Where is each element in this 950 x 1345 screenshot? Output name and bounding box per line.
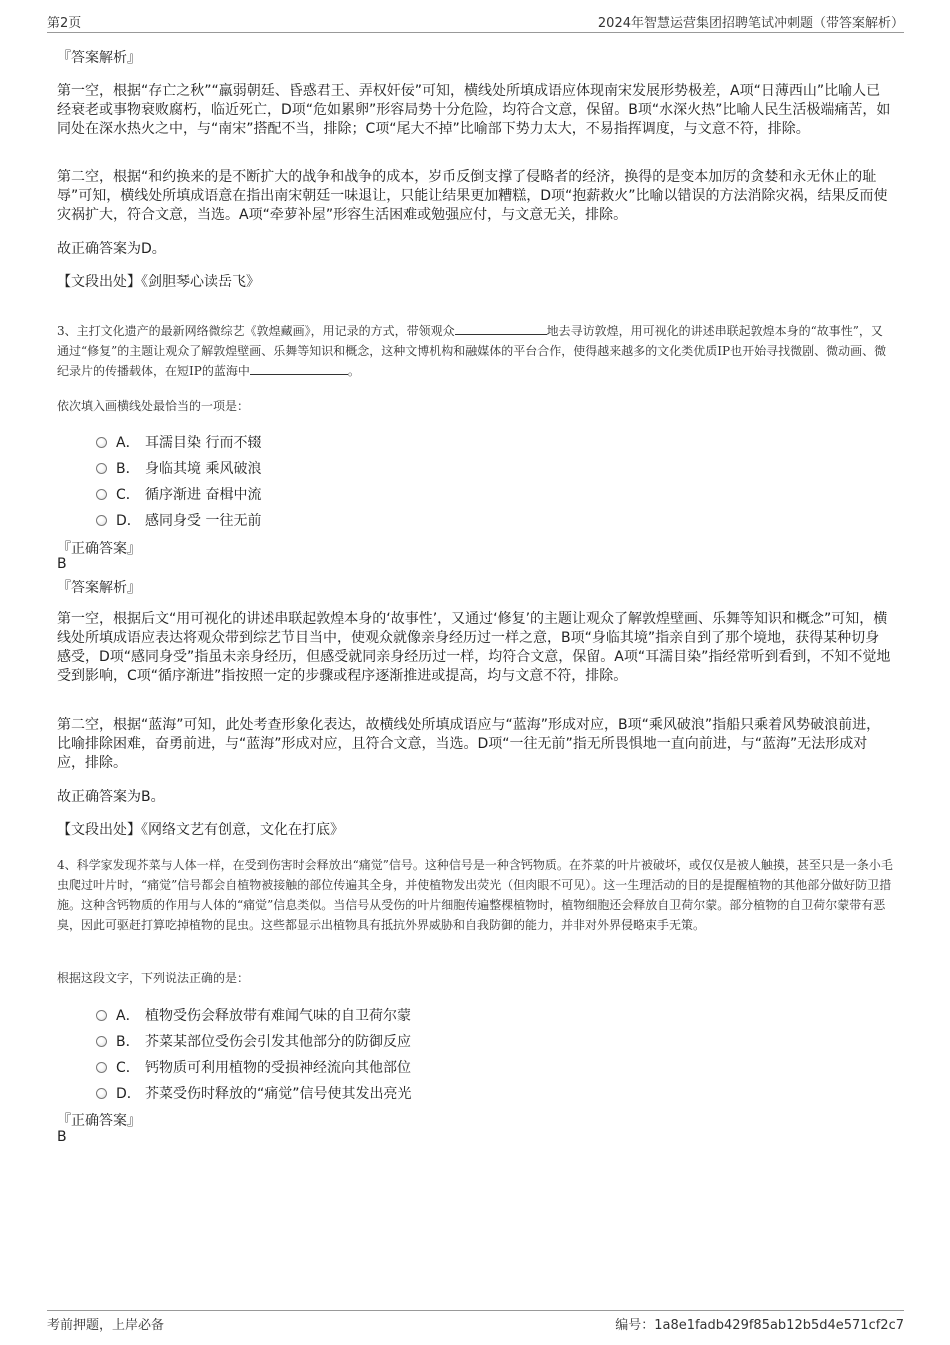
q4-stem: 4、科学家发现芥菜与人体一样，在受到伤害时会释放出“痛觉”信号。这种信号是一种含钙物质。在芥菜的叶片被破坏，或仅仅是被人触摸，甚至只是一条小毛虫爬过叶片时，“痛觉”信号都会自植物被接触的部位传遍其全身，并使植物发出荧光（但肉眼不可见）。这一生理活动的目的是提醒植物的其他部分做好防卫措施。这种含钙物质的作用与人体的“痛觉”信息类似。当信号从受伤的叶片细胞传遍整棵植物时，植物细胞还会释放自卫荷尔蒙。部分植物的自卫荷尔蒙带有恶臭，因此可驱赶打算吃掉植物的昆虫。这些都显示出植物具有抵抗外界威胁和自我防御的能力，并非对外界侵略束手无策。	[57, 858, 893, 932]
page-header	[47, 12, 904, 33]
q3-answer-label: 『正确答案』	[57, 541, 141, 557]
radio-icon[interactable]	[96, 515, 107, 526]
q2-conclusion: 故正确答案为D。	[57, 241, 166, 257]
q2-analysis-label: 『答案解析』	[57, 50, 141, 66]
document-title: 2024年智慧运营集团招聘笔试冲刺题（带答案解析）	[597, 16, 904, 31]
q4-answer: B	[57, 1129, 67, 1145]
q4-prompt: 根据这段文字，下列说法正确的是：	[57, 971, 250, 985]
radio-icon[interactable]	[96, 1036, 107, 1047]
q3-analysis-label: 『答案解析』	[57, 580, 141, 596]
page-number: 第2页	[47, 16, 82, 31]
radio-icon[interactable]	[96, 463, 107, 474]
q3-analysis-para-2: 第二空，根据“蓝海”可知，此处考查形象化表达，故横线处所填成语应与“蓝海”形成对应，B项“乘风破浪”指船只乘着风势破浪前进，比喻排除困难，奋勇前进，与“蓝海”形成对应，且符合文意，当选。D项“一往无前”指无所畏惧地一直向前进，与“蓝海”无法形成对应，排除。	[57, 717, 881, 771]
q2-source: 【文段出处】《剑胆琴心读岳飞》	[57, 274, 260, 290]
radio-icon[interactable]	[96, 1062, 107, 1073]
q3-stem-part-2: 地去寻访敦煌，用可视化的讲述串联起敦煌本身的“故事性”，又通过“修复”的主题让观众了解敦煌壁画、乐舞等知识和概念，这种文博机构和融媒体的平台合作，使得越来越多的文化类优质IP也开始寻找微剧、微动画、微纪录片的传播载体，在短IP的蓝海中	[57, 324, 887, 378]
q2-analysis-para-1: 第一空，根据“存亡之秋”“羸弱朝廷、昏惑君王、弄权奸佞”可知，横线处所填成语应体现南宋发展形势极差，A项“日薄西山”比喻人已经衰老或事物衰败腐朽，临近死亡，D项“危如累卵”形容局势十分危险，均符合文意，保留。B项“水深火热”比喻人民生活极端痛苦，如同处在深水热火之中，与“南宋”搭配不当，排除；C项“尾大不掉”比喻部下势力太大，不易指挥调度，与文意不符，排除。	[57, 83, 891, 137]
radio-icon[interactable]	[96, 1010, 107, 1021]
q4-answer-label: 『正确答案』	[57, 1113, 141, 1129]
q3-blank-1	[455, 322, 547, 335]
q3-stem-part-1: 3、主打文化遗产的最新网络微综艺《敦煌藏画》，用记录的方式，带领观众	[57, 324, 455, 338]
q2-analysis-para-2: 第二空，根据“和约换来的是不断扩大的战争和战争的成本，岁币反倒支撑了侵略者的经济，换得的是变本加厉的贪婪和永无休止的耻辱”可知，横线处所填成语意在指出南宋朝廷一味退让，只能让结果更加糟糕，D项“抱薪救火”比喻以错误的方法消除灾祸，结果反而使灾祸扩大，符合文意，当选。A项“牵萝补屋”形容生活困难或勉强应付，与文意无关，排除。	[57, 169, 888, 223]
q4-option-c[interactable]: C． 钙物质可利用植物的受损神经流向其他部位	[96, 1057, 411, 1077]
q4-option-b[interactable]: B． 芥菜某部位受伤会引发其他部分的防御反应	[96, 1031, 411, 1051]
q3-stem	[57, 321, 893, 381]
radio-icon[interactable]	[96, 489, 107, 500]
q3-prompt: 依次填入画横线处最恰当的一项是：	[57, 399, 250, 413]
radio-icon[interactable]	[96, 1088, 107, 1099]
q4-option-a[interactable]: A． 植物受伤会释放带有难闻气味的自卫荷尔蒙	[96, 1005, 411, 1025]
footer-slogan: 考前押题，上岸必备	[47, 1318, 165, 1333]
radio-icon[interactable]	[96, 437, 107, 448]
q3-option-a[interactable]: A． 耳濡目染 行而不辍	[96, 432, 261, 452]
document-id: 编号：1a8e1fadb429f85ab12b5d4e571cf2c7	[615, 1318, 904, 1333]
q3-source: 【文段出处】《网络文艺有创意，文化在打底》	[57, 822, 344, 838]
q3-option-b[interactable]: B． 身临其境 乘风破浪	[96, 458, 261, 478]
q3-blank-2	[250, 362, 348, 375]
q3-stem-part-3: 。	[347, 364, 360, 378]
q3-conclusion: 故正确答案为B。	[57, 789, 165, 805]
q4-option-d[interactable]: D． 芥菜受伤时释放的“痛觉”信号使其发出亮光	[96, 1083, 412, 1103]
q3-analysis-para-1: 第一空，根据后文“用可视化的讲述串联起敦煌本身的‘故事性’，又通过‘修复’的主题让观众了解敦煌壁画、乐舞等知识和概念”可知，横线处所填成语应表达将观众带到综艺节目当中，使观众就像亲身经历过一样之意，B项“身临其境”指亲自到了那个境地，获得某种切身感受，D项“感同身受”指虽未亲身经历，但感受就同亲身经历过一样，均符合文意，保留。A项“耳濡目染”指经常听到看到，不知不觉地受到影响，C项“循序渐进”指按照一定的步骤或程序逐渐推进或提高，均与文意不符，排除。	[57, 611, 891, 684]
q3-option-c[interactable]: C． 循序渐进 奋楫中流	[96, 484, 261, 504]
q3-answer: B	[57, 556, 67, 572]
q3-option-d[interactable]: D． 感同身受 一往无前	[96, 510, 261, 530]
page-footer	[47, 1310, 904, 1333]
